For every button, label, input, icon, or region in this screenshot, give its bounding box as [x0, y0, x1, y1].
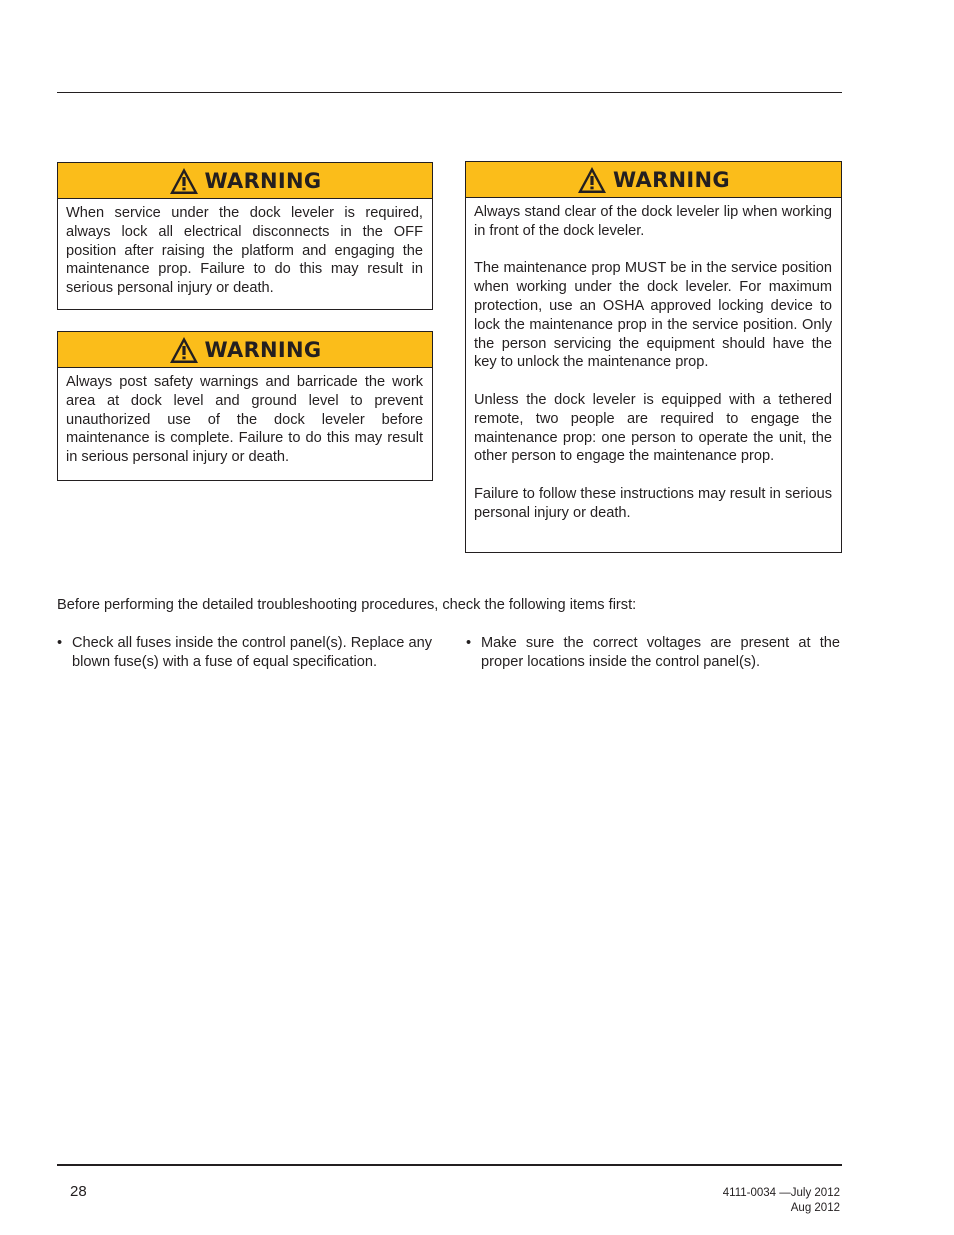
warning-header — [466, 162, 841, 198]
warning-header — [58, 163, 432, 199]
header-rule — [57, 92, 842, 93]
warning-title: WARNING — [204, 337, 322, 362]
warning-body — [58, 368, 432, 477]
warning-box-lockout — [57, 162, 433, 310]
warning-box-maintenance-prop — [465, 161, 842, 553]
intro-text: Before performing the detailed troubleshooting procedures, check the following items first: — [57, 597, 637, 613]
warning-header — [58, 332, 432, 368]
checklist-text: Check all fuses inside the control panel(s). Replace any blown fuse(s) with a fuse of equal specification. — [72, 635, 432, 670]
warning-title: WARNING — [613, 167, 730, 192]
warning-text: Failure to follow these instructions may result in serious personal injury or death. — [474, 485, 832, 521]
document-number: 4111-0034 —July 2012 — [722, 1187, 840, 1199]
document-reference — [723, 1186, 840, 1215]
checklist-item — [466, 634, 840, 672]
warning-body — [58, 199, 432, 308]
warning-triangle-icon — [169, 167, 199, 195]
warning-body — [466, 198, 841, 533]
warning-text: The maintenance prop MUST be in the service position when working under the dock leveler. For maximum protection, use an OSHA approved locking device to lock the maintenance prop in the service position. Only the person servicing the equipment should have the key to unlock the maintenance prop. — [474, 260, 832, 371]
warning-text: Unless the dock leveler is equipped with a tethered remote, two people are required to engage the maintenance prop: one person to operate the unit, the other person to engage the maintenance prop. — [474, 391, 832, 465]
warning-text: When service under the dock leveler is required, always lock all electrical disconnects in the OFF position after raising the platform and engaging the maintenance prop. Failure to do this may result in serious personal injury or death. — [66, 205, 423, 297]
warning-text: Always post safety warnings and barricade the work area at dock level and ground level to prevent unauthorized use of the dock leveler before maintenance is complete. Failure to do this may result in serious personal injury or death. — [66, 374, 423, 466]
checklist-item — [57, 634, 432, 672]
page-number: 28 — [70, 1183, 87, 1200]
revision-date: Aug 2012 — [790, 1201, 840, 1214]
warning-text: Always stand clear of the dock leveler lip when working in front of the dock leveler. — [474, 204, 832, 239]
warning-triangle-icon — [169, 336, 199, 364]
checklist-text: Make sure the correct voltages are present at the proper locations inside the control panel(s). — [481, 635, 840, 670]
warning-box-barricade — [57, 331, 433, 481]
bullet-marker: • — [57, 635, 63, 651]
warning-title: WARNING — [204, 168, 322, 193]
bullet-marker: • — [466, 635, 472, 651]
warning-triangle-icon — [577, 166, 607, 194]
footer-rule — [57, 1164, 842, 1166]
